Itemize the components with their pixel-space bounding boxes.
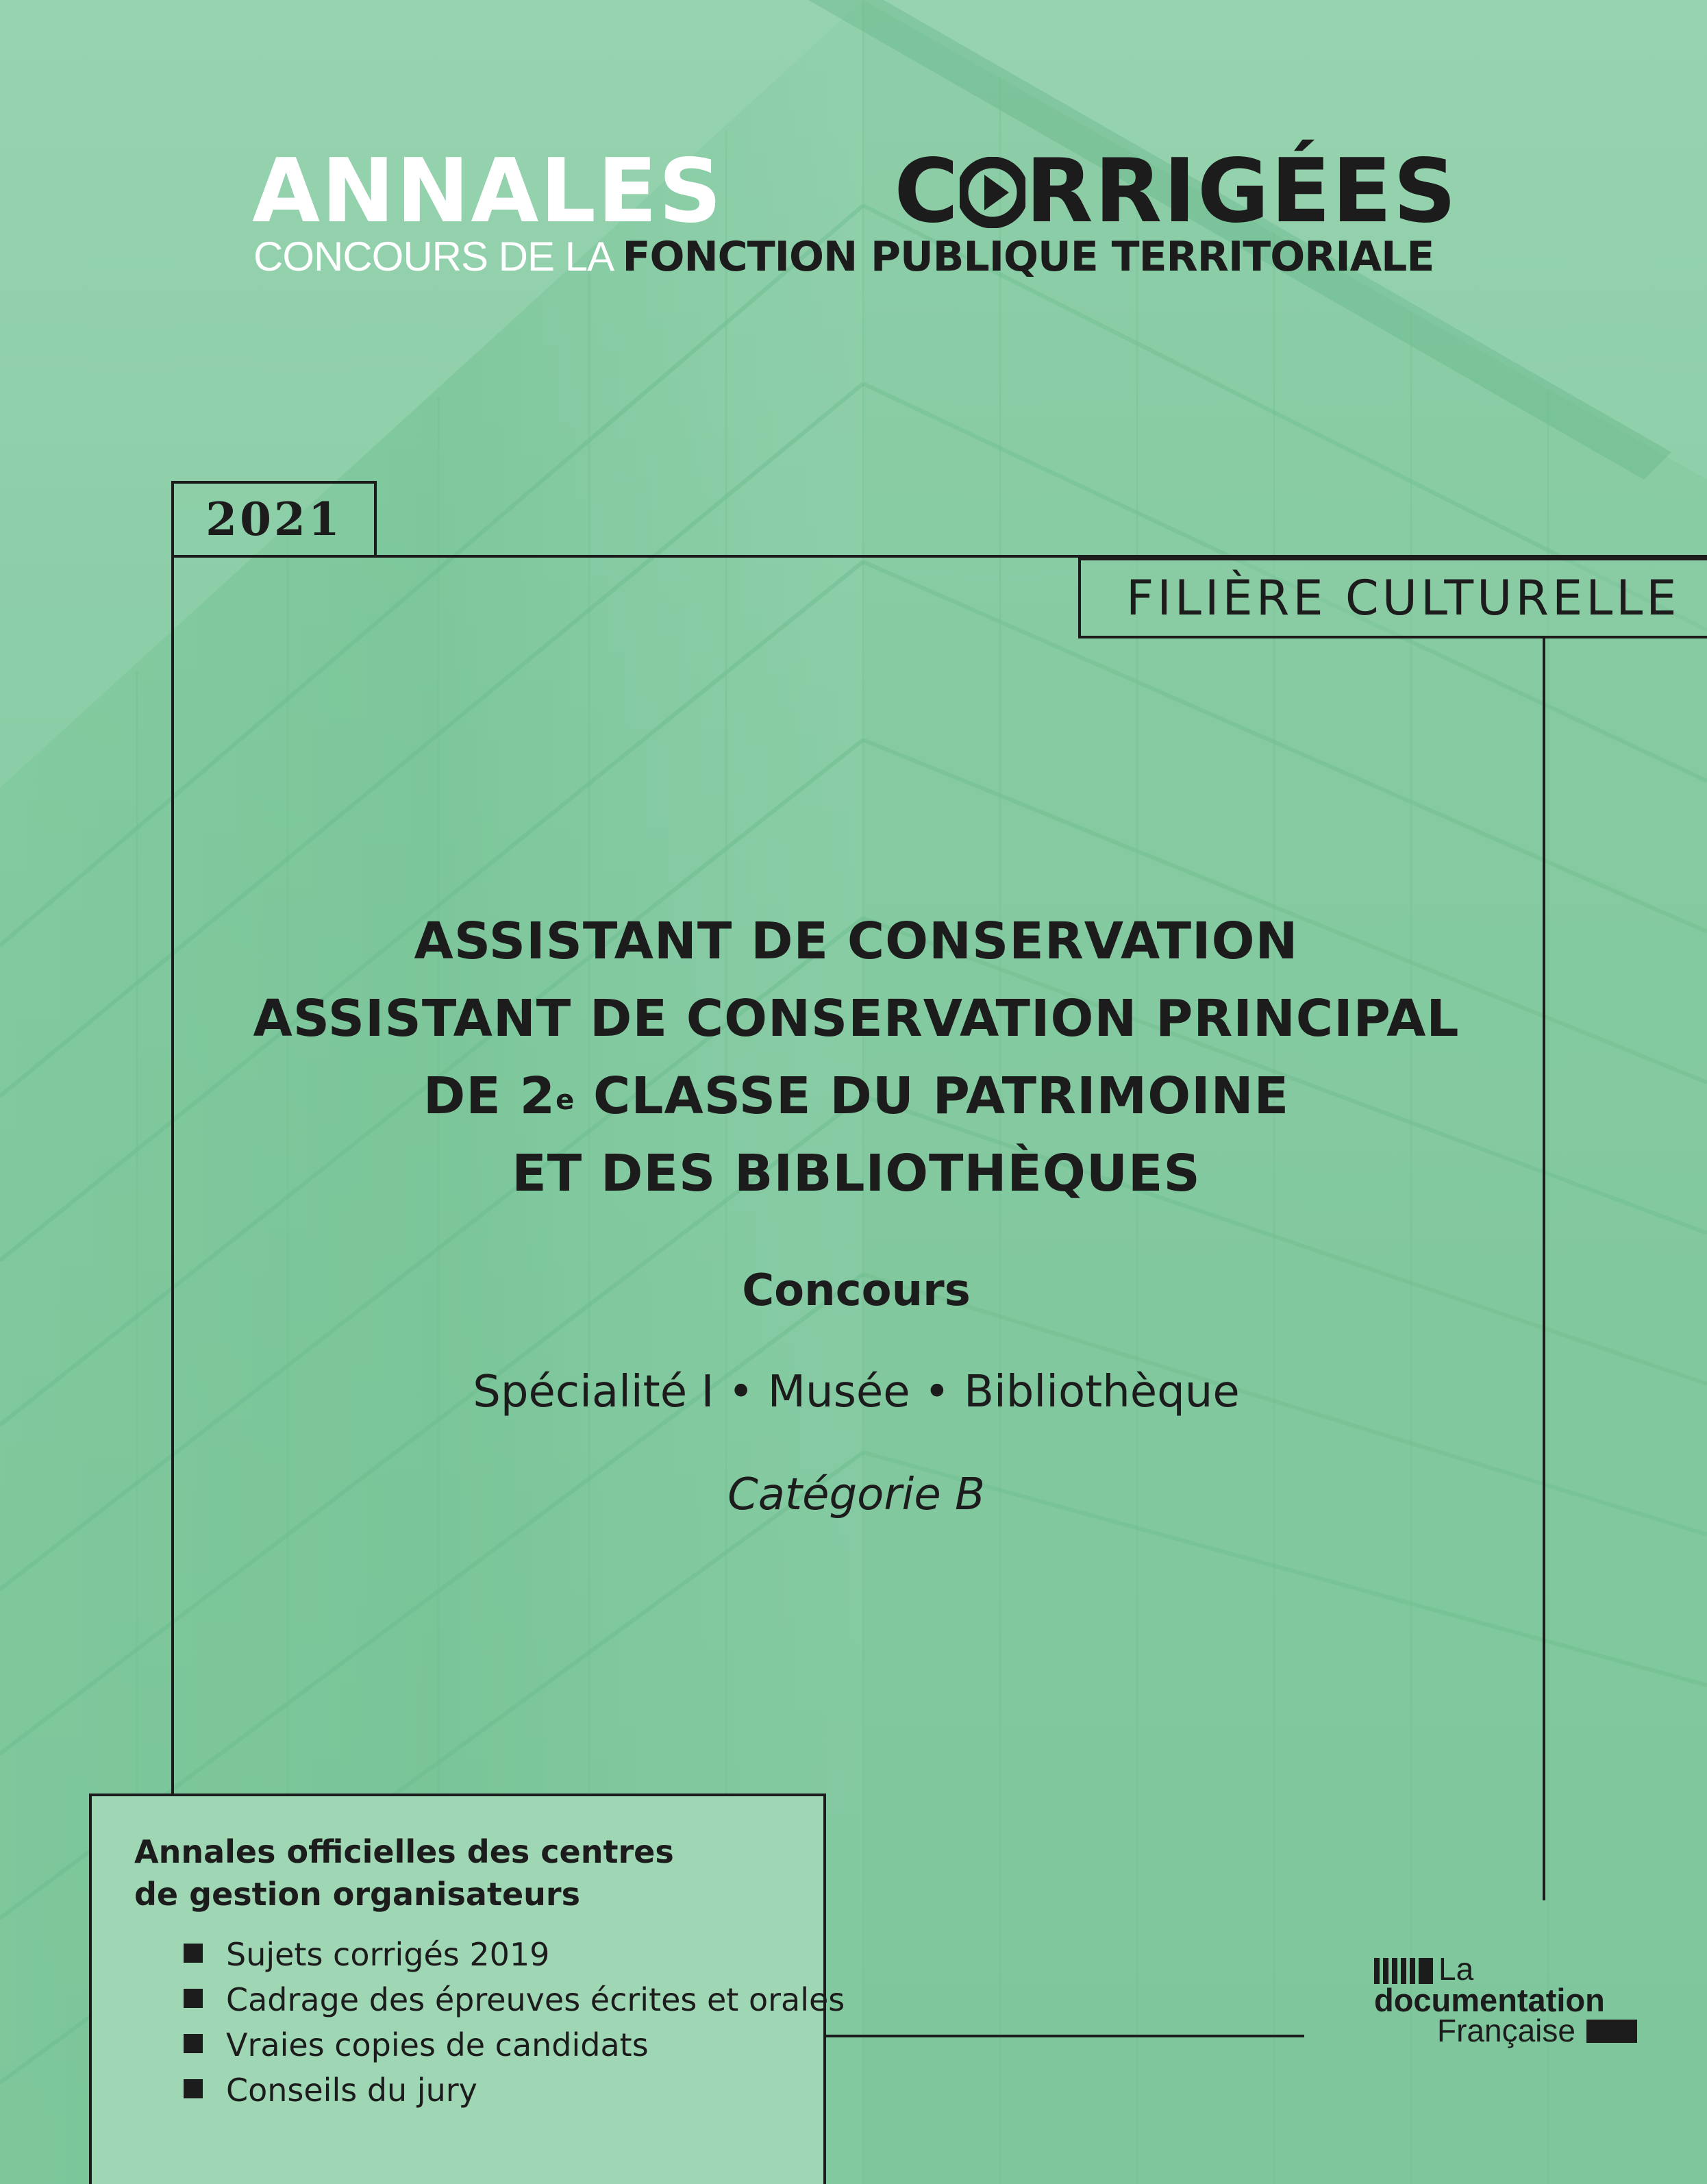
main-title — [171, 903, 1541, 1213]
brand-annales: ANNALES — [252, 140, 723, 243]
play-arrow-icon — [960, 157, 1025, 228]
contents-heading-line-1: Annales officielles des centres — [134, 1833, 674, 1870]
series-brand — [252, 140, 1458, 243]
year-badge — [171, 481, 377, 558]
brand-corrigees — [894, 140, 1458, 243]
contents-heading-line-2: de gestion organisateurs — [134, 1876, 580, 1913]
series-subtitle-light: CONCOURS DE LA — [253, 234, 623, 280]
brand-corrigees-start: C — [894, 140, 960, 243]
filiere-label: FILIÈRE CULTURELLE — [1126, 570, 1680, 626]
publisher-logo — [1374, 1951, 1641, 2050]
barcode-stripes-icon — [1374, 1958, 1433, 1984]
title-line-3-end: CLASSE DU PATRIMOINE — [575, 1067, 1290, 1126]
publisher-documentation: documentation — [1374, 1982, 1605, 2018]
publisher-francaise: Française — [1437, 2013, 1575, 2048]
title-line-3-superscript: e — [556, 1084, 575, 1116]
list-item — [184, 2068, 845, 2113]
list-item-text: Conseils du jury — [226, 2072, 477, 2109]
title-line-3 — [171, 1058, 1541, 1135]
logo-block-icon — [1586, 2020, 1637, 2043]
square-bullet-icon — [184, 1989, 203, 2008]
title-line-1: ASSISTANT DE CONSERVATION — [414, 912, 1299, 971]
brand-corrigees-end: RRIGÉES — [1025, 140, 1458, 243]
categorie-label: Catégorie B — [727, 1469, 985, 1520]
frame-right-line — [1543, 638, 1545, 1900]
contents-heading — [134, 1831, 751, 1915]
list-item — [184, 1932, 845, 1977]
list-item-text: Cadrage des épreuves écrites et orales — [226, 1981, 845, 2018]
square-bullet-icon — [184, 2034, 203, 2053]
square-bullet-icon — [184, 1944, 203, 1963]
list-item-text: Sujets corrigés 2019 — [226, 1936, 550, 1973]
series-subtitle-bold: FONCTION PUBLIQUE TERRITORIALE — [622, 233, 1434, 281]
filiere-badge — [1078, 558, 1707, 638]
title-line-4: ET DES BIBLIOTHÈQUES — [512, 1144, 1201, 1203]
contents-list — [184, 1932, 845, 2113]
publisher-la: La — [1438, 1951, 1474, 1987]
frame-bottom-line — [826, 2035, 1304, 2037]
title-line-3-start: DE 2 — [423, 1067, 556, 1126]
list-item — [184, 2022, 845, 2068]
list-item — [184, 1977, 845, 2022]
series-subtitle — [253, 233, 1459, 281]
square-bullet-icon — [184, 2079, 203, 2098]
title-line-2: ASSISTANT DE CONSERVATION PRINCIPAL — [253, 989, 1460, 1048]
contents-box — [89, 1794, 845, 2184]
specialites-line: Spécialité I • Musée • Bibliothèque — [473, 1367, 1240, 1417]
list-item-text: Vraies copies de candidats — [226, 2026, 649, 2063]
concours-label: Concours — [742, 1265, 971, 1316]
year: 2021 — [205, 493, 342, 546]
